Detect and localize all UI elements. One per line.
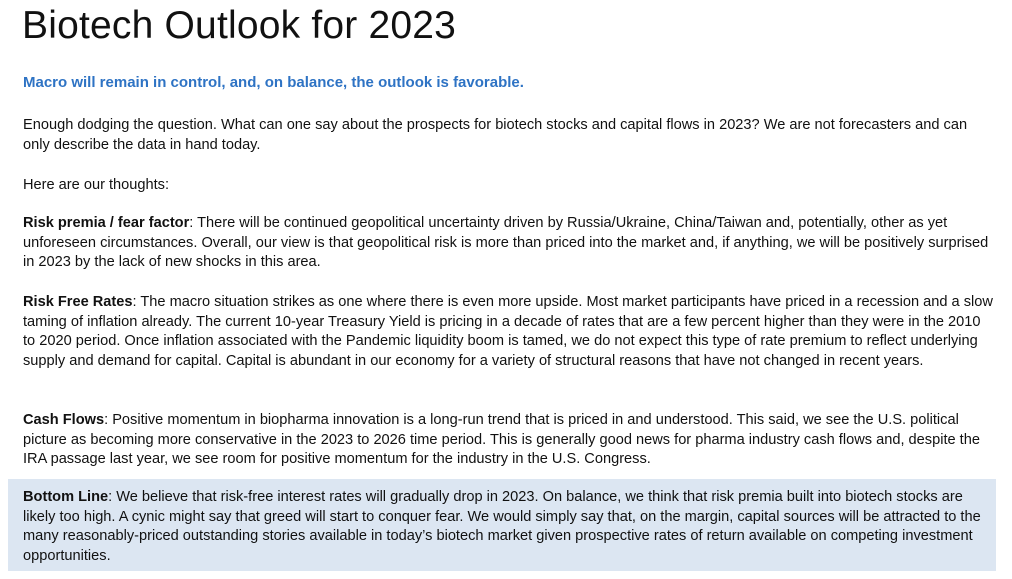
thoughts-paragraph: Here are our thoughts: bbox=[23, 177, 170, 193]
bottom-line-text: : We believe that risk-free interest rates will gradually drop in 2023. On balance, we think that risk premia built into biotech stocks are likely too high. A cynic might say that greed will start to conquer fear. We would simply say that, on the margin, capital sources will be attracted to the many reasonably-priced outstanding stories available in today’s biotech market given prospective rates of return available on competing investment opportunities. bbox=[23, 489, 981, 564]
subtitle: Macro will remain in control, and, on balance, the outlook is favorable. bbox=[23, 74, 524, 91]
risk-free-rates-text: : The macro situation strikes as one where there is even more upside. Most market participants have priced in a recession and a slow taming of inflation already. The current 10-year Treasury Yield is pricing in a decade of rates that are a few percent higher than they were in the 2010 to 2020 period. Once inflation associated with the Pandemic liquidity boom is tamed, we do not expect this type of rate premium to reflect underlying supply and demand for capital. Capital is abundant in our economy for a variety of structural reasons that have not changed in recent years. bbox=[23, 294, 993, 369]
bottom-line-heading: Bottom Line bbox=[23, 489, 109, 505]
page-title: Biotech Outlook for 2023 bbox=[22, 4, 457, 47]
cash-flows-heading: Cash Flows bbox=[23, 412, 105, 428]
risk-premia-paragraph bbox=[23, 214, 993, 273]
intro-paragraph: Enough dodging the question. What can one say about the prospects for biotech stocks and capital flows in 2023? We are not forecasters and can only describe the data in hand today. bbox=[23, 117, 968, 153]
cash-flows-paragraph bbox=[23, 411, 993, 470]
risk-free-rates-paragraph bbox=[23, 293, 993, 371]
risk-premia-heading: Risk premia / fear factor bbox=[23, 215, 190, 231]
bottom-line-paragraph bbox=[23, 488, 993, 566]
risk-free-rates-heading: Risk Free Rates bbox=[23, 294, 133, 310]
cash-flows-text: : Positive momentum in biopharma innovation is a long-run trend that is priced in and understood. This said, we see the U.S. political picture as becoming more conservative in the 2023 to 2026 time period. This is generally good news for pharma industry cash flows and, despite the IRA passage last year, we see room for positive momentum for the industry in the U.S. Congress. bbox=[23, 412, 980, 468]
risk-premia-text: : There will be continued geopolitical uncertainty driven by Russia/Ukraine, China/Taiwan and, potentially, other as yet unforeseen circumstances. Overall, our view is that geopolitical risk is more than priced into the market and, if anything, we will be positively surprised in 2023 by the lack of new shocks in this area. bbox=[23, 215, 989, 271]
